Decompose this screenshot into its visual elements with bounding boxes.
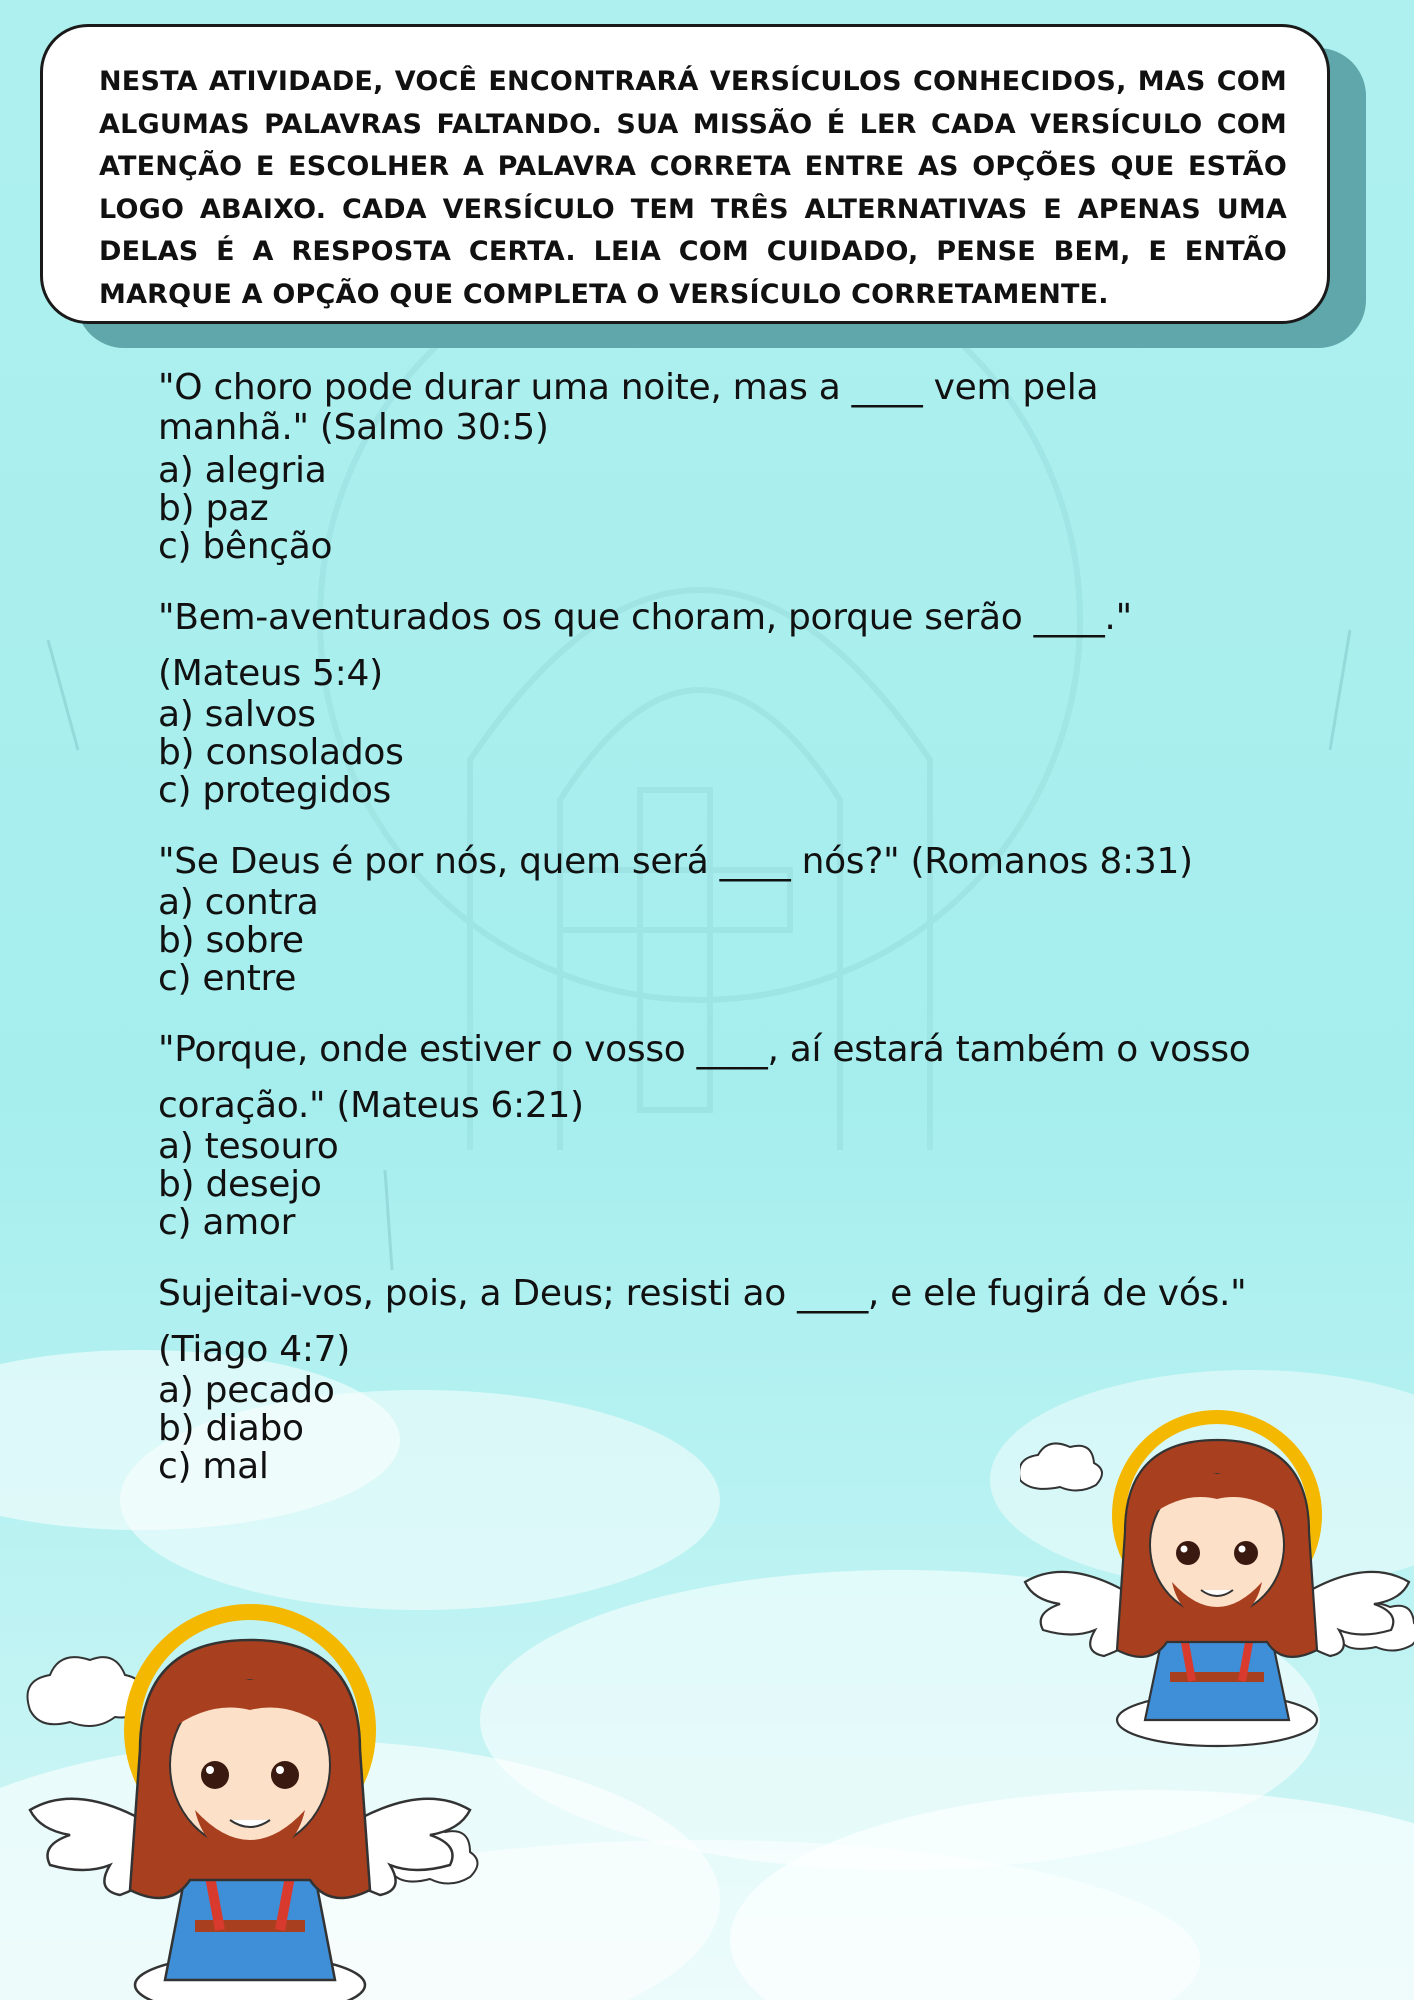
question-2 — [158, 590, 1258, 810]
option-b[interactable]: b) paz — [158, 488, 269, 529]
option-c[interactable]: c) bênção — [158, 526, 333, 567]
question-text: "Se Deus é por nós, quem será ____ nós?" (Romanos 8:31) — [158, 841, 1193, 882]
question-4 — [158, 1022, 1258, 1242]
question-1 — [158, 368, 1258, 566]
option-b[interactable]: b) sobre — [158, 920, 304, 961]
option-a[interactable]: a) salvos — [158, 694, 316, 735]
angel-jesus-illustration — [10, 1600, 480, 2000]
instructions-box — [40, 24, 1330, 324]
option-b[interactable]: b) consolados — [158, 732, 404, 773]
instructions-text: NESTA ATIVIDADE, VOCÊ ENCONTRARÁ VERSÍCULOS CONHECIDOS, MAS COM ALGUMAS PALAVRAS FALTANDO. SUA MISSÃO É LER CADA VERSÍCULO COM ATENÇÃO E ESCOLHER A PALAVRA CORRETA ENTRE AS OPÇÕES QUE ESTÃO LOGO ABAIXO. CADA VERSÍCULO TEM TRÊS ALTERNATIVAS E APENAS UMA DELAS É A RESPOSTA CERTA. LEIA COM CUIDADO, PENSE BEM, E ENTÃO MARQUE A OPÇÃO QUE COMPLETA O VERSÍCULO CORRETAMENTE. — [99, 66, 1287, 310]
option-c[interactable]: c) mal — [158, 1446, 269, 1487]
questions-list — [158, 368, 1258, 1510]
option-c[interactable]: c) amor — [158, 1202, 296, 1243]
angel-jesus-illustration — [1020, 1410, 1414, 1750]
option-c[interactable]: c) protegidos — [158, 770, 392, 811]
option-a[interactable]: a) contra — [158, 882, 319, 923]
question-3 — [158, 834, 1258, 998]
option-a[interactable]: a) tesouro — [158, 1126, 339, 1167]
option-a[interactable]: a) pecado — [158, 1370, 335, 1411]
question-text: "Porque, onde estiver o vosso ____, aí estará também o vosso coração." (Mateus 6:21) — [158, 1029, 1251, 1126]
question-text: "Bem-aventurados os que choram, porque serão ____." (Mateus 5:4) — [158, 597, 1132, 694]
question-text: Sujeitai-vos, pois, a Deus; resisti ao ____, e ele fugirá de vós." (Tiago 4:7) — [158, 1273, 1247, 1370]
question-text: "O choro pode durar uma noite, mas a ____ vem pela manhã." (Salmo 30:5) — [158, 367, 1099, 448]
option-b[interactable]: b) diabo — [158, 1408, 304, 1449]
option-c[interactable]: c) entre — [158, 958, 297, 999]
option-a[interactable]: a) alegria — [158, 450, 327, 491]
option-b[interactable]: b) desejo — [158, 1164, 322, 1205]
